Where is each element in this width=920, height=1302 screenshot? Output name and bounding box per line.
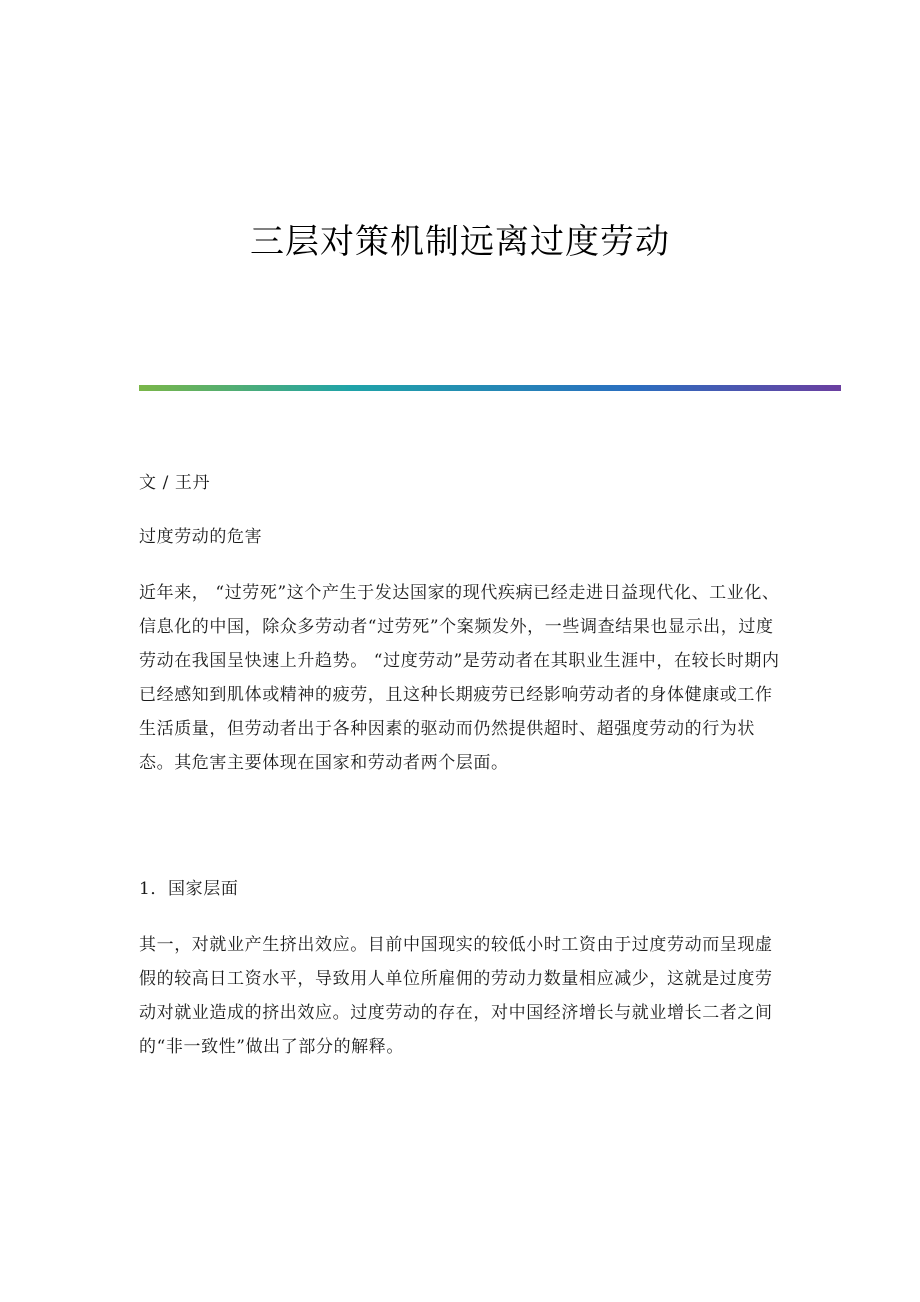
subheading-national-level: 1．国家层面 — [139, 879, 239, 899]
document-title: 三层对策机制远离过度劳动 — [250, 222, 670, 262]
section-heading-hazards: 过度劳动的危害 — [139, 527, 263, 547]
author-line: 文 / 王丹 — [139, 473, 211, 493]
title-gradient-rule — [139, 385, 841, 391]
paragraph-introduction: 近年来， “过劳死”这个产生于发达国家的现代疾病已经走进日益现代化、工业化、信息化的中国，除众多劳动者“过劳死”个案频发外，一些调查结果也显示出，过度劳动在我国呈快速上升趋势。 “过度劳动”是劳动者在其职业生涯中，在较长时期内已经感知到肌体或精神的疲劳，且这种长期疲劳已经影响劳动者的身体健康或工作生活质量，但劳动者出于各种因素的驱动而仍然提供超时、超强度劳动的行为状态。其危害主要体现在国家和劳动者两个层面。 — [139, 583, 780, 773]
paragraph-employment-effect: 其一，对就业产生挤出效应。目前中国现实的较低小时工资由于过度劳动而呈现虚假的较高日工资水平，导致用人单位所雇佣的劳动力数量相应减少，这就是过度劳动对就业造成的挤出效应。过度劳动的存在，对中国经济增长与就业增长二者之间的“非一致性”做出了部分的解释。 — [139, 935, 773, 1057]
